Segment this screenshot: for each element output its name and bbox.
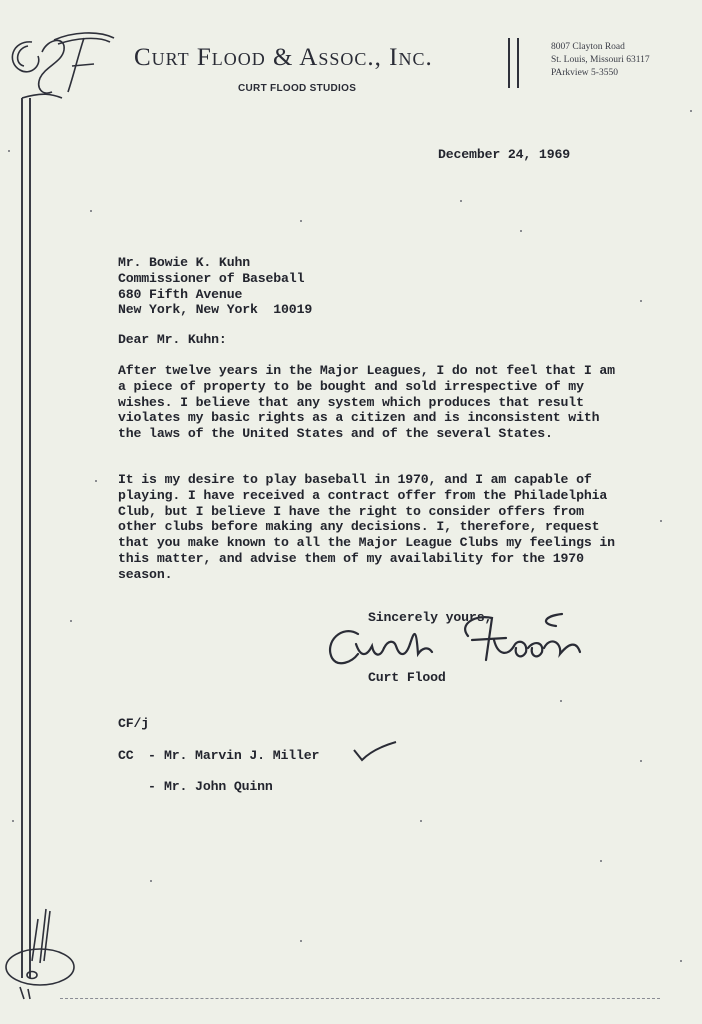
inside-address <box>118 255 312 318</box>
checkmark-icon <box>352 738 398 764</box>
recipient-line: New York, New York 10019 <box>118 302 313 318</box>
body-paragraph: After twelve years in the Major Leagues, I do not feel that I am a piece of property to be bought and sold irrespective of my wishes. I believe that any system which produces that result violates my basic rights as a citizen and is inconsistent with the laws of the United States and of the several States. <box>118 363 615 442</box>
left-decorative-rule <box>21 98 33 978</box>
header-divider <box>508 38 522 88</box>
salutation: Dear Mr. Kuhn: <box>118 332 227 347</box>
artist-palette-icon <box>2 905 82 1000</box>
cc-label: CC <box>118 748 134 763</box>
company-address <box>551 41 650 80</box>
cc-line: CC - Mr. Marvin J. Miller <box>118 748 320 763</box>
cc-line: - Mr. John Quinn <box>148 779 273 794</box>
bottom-border <box>60 998 660 999</box>
recipient-line: Commissioner of Baseball <box>118 270 305 286</box>
address-line: 8007 Clayton Road <box>551 42 625 52</box>
cc-recipient: Mr. Marvin J. Miller <box>164 748 320 763</box>
letter-date: December 24, 1969 <box>438 147 570 162</box>
cf-monogram-logo <box>2 22 120 102</box>
recipient-line: Mr. Bowie K. Kuhn <box>118 255 250 270</box>
cc-recipient: Mr. John Quinn <box>164 779 273 794</box>
recipient-line: 680 Fifth Avenue <box>118 286 243 302</box>
handwritten-signature <box>318 596 618 676</box>
reference-initials: CF/j <box>118 716 150 731</box>
address-line: St. Louis, Missouri 63117 <box>551 55 650 65</box>
body-paragraph: It is my desire to play baseball in 1970, and I am capable of playing. I have received a contract offer from the Philadelphia Club, but I believe I have the right to consider offers from other clubs before making any decisions. I, therefore, request that you make known to all the Major League Clubs my feelings in this matter, and advise them of my availability for the 1970 season. <box>118 472 615 582</box>
signer-name: Curt Flood <box>368 670 446 685</box>
company-name: Curt Flood & Assoc., Inc. <box>134 44 433 71</box>
address-line: PArkview 5-3550 <box>551 68 618 78</box>
complimentary-closing: Sincerely yours, <box>368 610 493 625</box>
company-studios: CURT FLOOD STUDIOS <box>238 83 357 94</box>
